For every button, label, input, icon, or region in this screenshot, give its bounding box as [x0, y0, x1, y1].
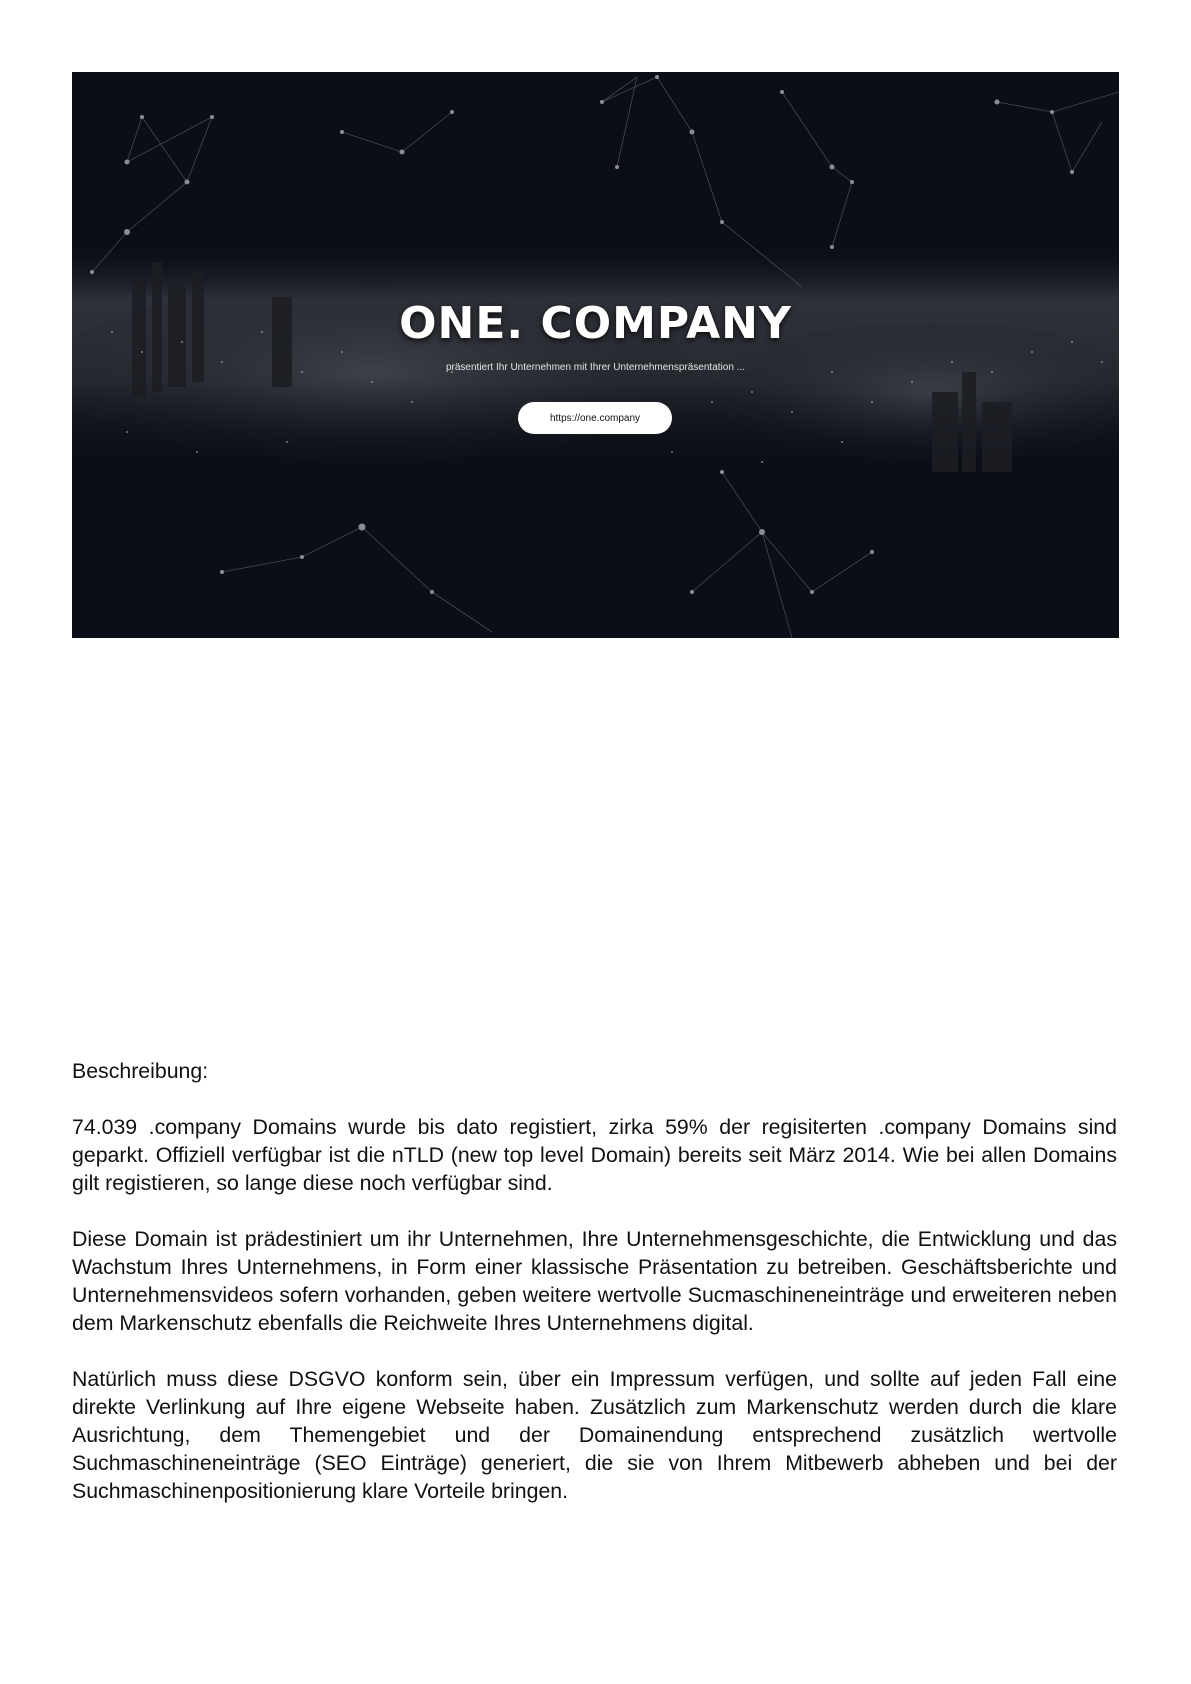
- description-paragraph-1: 74.039 .company Domains wurde bis dato registiert, zirka 59% der regisiterten .company Domains sind geparkt. Offiziell verfügbar ist die nTLD (new top level Domain) bereits seit März 2014. Wie bei allen Domains gilt registieren, so lange diese noch verfügbar sind.: [72, 1115, 1117, 1195]
- hero-subtitle: präsentiert Ihr Unternehmen mit Ihrer Unternehmenspräsentation ...: [445, 362, 746, 373]
- hero-banner-image: [72, 72, 1119, 638]
- description-paragraph-3: Natürlich muss diese DSGVO konform sein, über ein Impressum verfügen, und sollte auf jeden Fall eine direkte Verlinkung auf Ihre eigene Webseite haben. Zusätzlich zum Markenschutz werden durch die klare Ausrichtung, dem Themengebiet und der Domainendung entsprechend zusätzlich wertvolle Suchmaschineneinträge (SEO Einträge) generiert, die sie von Ihrem Mitbewerb abheben und bei der Suchmaschinenpositionierung klare Vorteile bringen.: [72, 1367, 1117, 1503]
- url-button[interactable]: https://one.company: [518, 402, 672, 434]
- hero-title: ONE. COMPANY: [399, 298, 792, 349]
- description-section: [72, 1057, 1117, 1533]
- description-paragraph-2: Diese Domain ist prädestiniert um ihr Unternehmen, Ihre Unternehmensgeschichte, die Entwicklung und das Wachstum Ihres Unternehmens, in Form einer klassische Präsentation zu betreiben. Geschäftsberichte und Unternehmensvideos sofern vorhanden, geben weitere wertvolle Sucmaschineneinträge und erweiteren neben dem Markenschutz ebenfalls die Reichweite Ihres Unternehmens digital.: [72, 1227, 1117, 1335]
- network-cityscape-background: [72, 72, 1119, 638]
- description-heading: Beschreibung:: [72, 1059, 209, 1083]
